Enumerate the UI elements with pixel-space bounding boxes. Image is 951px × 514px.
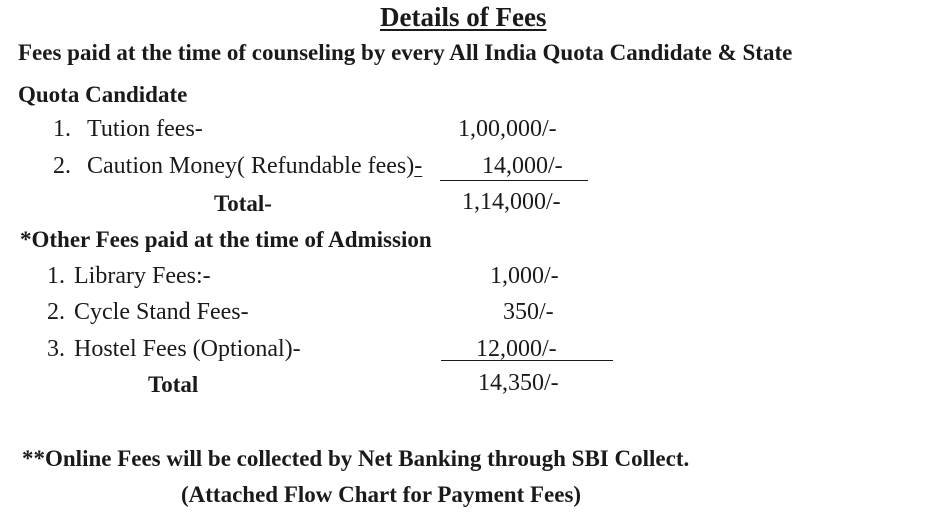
caution-money-amount: 14,000/- xyxy=(482,153,563,179)
subtotal-rule xyxy=(441,360,613,361)
list-item-number: 2. xyxy=(47,299,65,325)
tuition-fees-label: Tution fees- xyxy=(87,116,203,142)
subtotal-rule xyxy=(440,180,588,181)
library-fees-label: Library Fees:- xyxy=(74,263,211,289)
attachment-note: (Attached Flow Chart for Payment Fees) xyxy=(181,482,582,507)
counseling-fees-heading-line2: Quota Candidate xyxy=(18,82,188,107)
admission-fees-heading: *Other Fees paid at the time of Admission xyxy=(20,227,432,252)
list-item-number: 1. xyxy=(47,263,65,289)
hostel-fees-amount: 12,000/- xyxy=(476,336,557,362)
hostel-fees-label: Hostel Fees (Optional)- xyxy=(74,336,301,362)
caution-money-label: Caution Money( Refundable fees) xyxy=(87,153,415,179)
counseling-fees-heading-line1: Fees paid at the time of counseling by every All India Quota Candidate & State xyxy=(18,40,793,65)
list-item-number: 1. xyxy=(53,116,71,142)
cycle-stand-fees-label: Cycle Stand Fees- xyxy=(74,299,249,325)
admission-total-label: Total xyxy=(148,372,199,397)
list-item-number: 2. xyxy=(53,153,71,179)
caution-money-label-suffix: - xyxy=(414,153,423,179)
admission-total-amount: 14,350/- xyxy=(478,370,559,396)
online-payment-note: **Online Fees will be collected by Net Banking through SBI Collect. xyxy=(22,446,690,471)
list-item-number: 3. xyxy=(47,336,65,362)
counseling-total-label: Total- xyxy=(214,191,272,216)
counseling-total-amount: 1,14,000/- xyxy=(462,189,561,215)
page-title: Details of Fees xyxy=(380,2,547,32)
library-fees-amount: 1,000/- xyxy=(490,263,559,289)
cycle-stand-fees-amount: 350/- xyxy=(503,299,554,325)
tuition-fees-amount: 1,00,000/- xyxy=(458,116,557,142)
